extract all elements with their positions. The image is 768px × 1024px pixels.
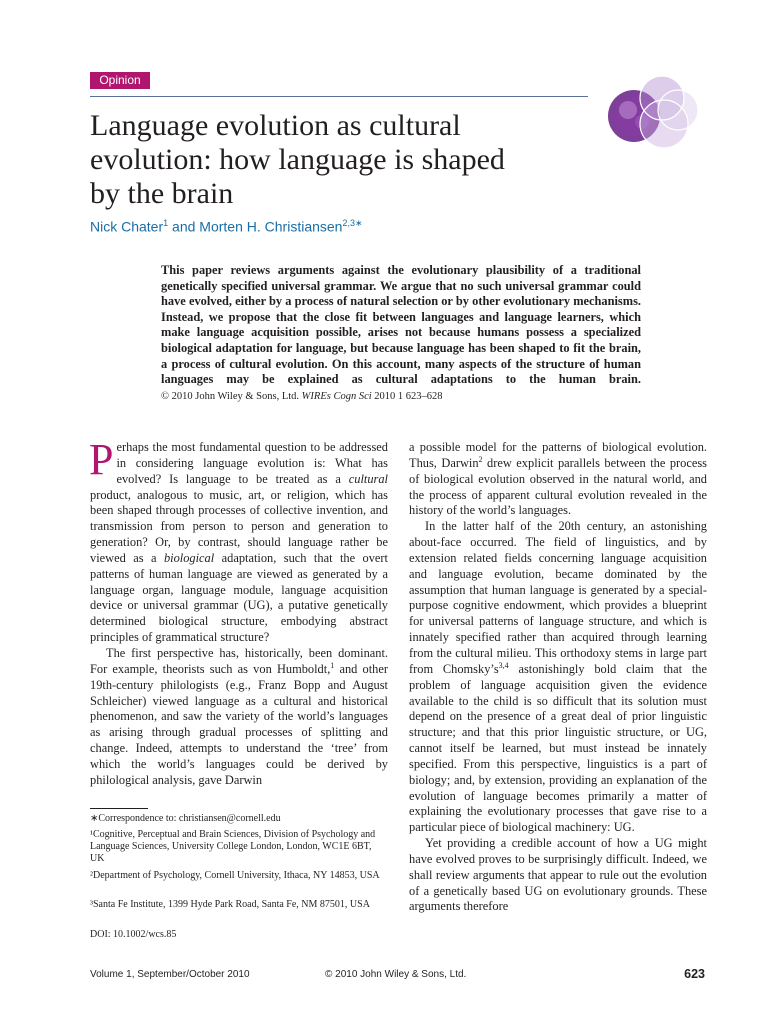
paragraph-text: erhaps the most fundamental question to be addressed in considering language evolution is: What has evolved? Is language to be treated as a	[116, 440, 388, 486]
emphasis-text: cultural	[348, 471, 388, 486]
author-affiliation-sup: 1	[163, 218, 169, 228]
footer-copyright: © 2010 John Wiley & Sons, Ltd.	[325, 969, 467, 980]
footnote-doi: DOI: 10.1002/wcs.85	[90, 929, 177, 940]
author-name: Morten H. Christiansen	[199, 218, 343, 235]
title-line-3: by the brain	[90, 177, 234, 210]
body-paragraph	[90, 646, 388, 789]
header-rule	[90, 96, 588, 97]
paragraph-text: astonishingly bold claim that the problem of language acquisition given the evidence available to the child is so difficult that its solution must depend on the presence of a great deal of prior linguistic structure; and that this prior linguistic structure, or UG, cannot itself be learned, but must instead be innately specified. From this perspective, linguistics is a part of biology; and, by extension, providing an explanation of the evolution of language becomes primarily a matter of explaining the evolutionary processes that gave rise to a particular piece of biological machinery: UG.	[409, 661, 708, 835]
journal-logo-icon	[604, 74, 704, 154]
footnote-affiliation-1: ¹Cognitive, Perceptual and Brain Sciences, Division of Psychology and Language Sciences, University College London, London, WC1E 6BT, UK	[90, 829, 376, 865]
author-affiliation-sup: 2,3∗	[342, 218, 363, 228]
paragraph-text: and other 19th-century philologists (e.g., Franz Bopp and August Schleicher) viewed language as a cultural and historical phenomenon, and saw the variety of the world’s languages as arising through gradual processes of splitting and change. Indeed, attempts to understand the ‘tree’ from which the world’s languages could be derived by philological analysis, gave Darwin	[90, 661, 388, 787]
author-list	[90, 218, 363, 235]
abstract-citation	[161, 391, 443, 402]
emphasis-text: biological	[163, 550, 215, 565]
footnote-correspondence: ∗Correspondence to: christiansen@cornell.edu	[90, 813, 281, 824]
body-column-right	[409, 440, 707, 915]
abstract	[161, 263, 641, 404]
section-badge: Opinion	[90, 72, 150, 89]
reference-marker[interactable]: 1	[330, 660, 335, 670]
body-column-left	[89, 435, 388, 789]
author-name: Nick Chater	[90, 218, 164, 235]
body-paragraph	[89, 435, 388, 646]
author-conjunction: and	[168, 218, 200, 235]
paragraph-text: a possible model for the patterns of biological evolution. Thus, Darwin	[409, 440, 707, 470]
abstract-text: This paper reviews arguments against the evolutionary plausibility of a traditional genetically specified universal grammar. We argue that no such universal grammar could have evolved, either by a process of natural selection or by other evolutionary mechanisms. Instead, we propose that the close fit between languages and language learners, which make language acquisition possible, arises not because humans possess a specialized biological adaptation for language, but because language has been shaped to fit the brain, a process of cultural evolution. On this account, many aspects of the structure of human languages may be explained as cultural adaptations to the human brain.	[161, 263, 641, 387]
paragraph-text: adaptation, such that the overt patterns of human language are viewed as generated by a language organ, language module, language acquisition device or universal grammar (UG), a putative genetically determined biological structure, embodying abstract principles of grammatical structure?	[90, 550, 388, 645]
body-paragraph	[409, 440, 707, 519]
footnote-affiliation-3: ³Santa Fe Institute, 1399 Hyde Park Road, Santa Fe, NM 87501, USA	[90, 899, 370, 910]
footer-volume: Volume 1, September/October 2010	[90, 969, 250, 980]
reference-marker[interactable]: 3,4	[498, 660, 509, 670]
title-line-1: Language evolution as cultural	[90, 109, 461, 142]
footnote-affiliation-2: ²Department of Psychology, Cornell University, Ithaca, NY 14853, USA	[90, 870, 380, 881]
body-paragraph	[409, 836, 707, 915]
paragraph-text: The first perspective has, historically, been dominant. For example, theorists such as von Humboldt,	[90, 645, 388, 676]
paragraph-text: drew explicit parallels between the process of biological evolution observed in the natural world, and the process of apparent cultural evolution revealed in the history of the world’s languages.	[409, 455, 708, 518]
paragraph-text: In the latter half of the 20th century, an astonishing about-face occurred. The field of linguistics, and by extension related fields concerning language acquisition and language evolution, became dominated by the assumption that human language is generated by a special-purpose cognitive endowment, which provides a blueprint for universal patterns of language structure, and which is innately specified rather than acquired through learning from the cultural milieu. This orthodoxy stems in large part from Chomsky’s	[409, 519, 707, 676]
body-paragraph	[409, 519, 707, 836]
footnote-rule	[90, 808, 148, 809]
drop-cap: P	[89, 435, 114, 484]
article-title	[90, 109, 610, 211]
page-number: 623	[684, 967, 705, 981]
citation-details: 2010 1 623–628	[374, 390, 443, 402]
title-line-2: evolution: how language is shaped	[90, 143, 505, 176]
paragraph-text: Yet providing a credible account of how a UG might have evolved proves to be surprisingly difficult. Indeed, we shall review arguments that appear to rule out the evolution of a genetically based UG on evolutionary grounds. These arguments therefore	[409, 836, 707, 914]
abstract-copyright: © 2010 John Wiley & Sons, Ltd.	[161, 390, 300, 402]
journal-name: WIREs Cogn Sci	[301, 390, 372, 402]
reference-marker[interactable]: 2	[478, 454, 483, 464]
paragraph-text: product, analogous to music, art, or religion, which has been shaped through processes of collective invention, and transmission from person to person and generation to generation? Or, by contrast, should language rather be viewed as a	[90, 487, 388, 565]
